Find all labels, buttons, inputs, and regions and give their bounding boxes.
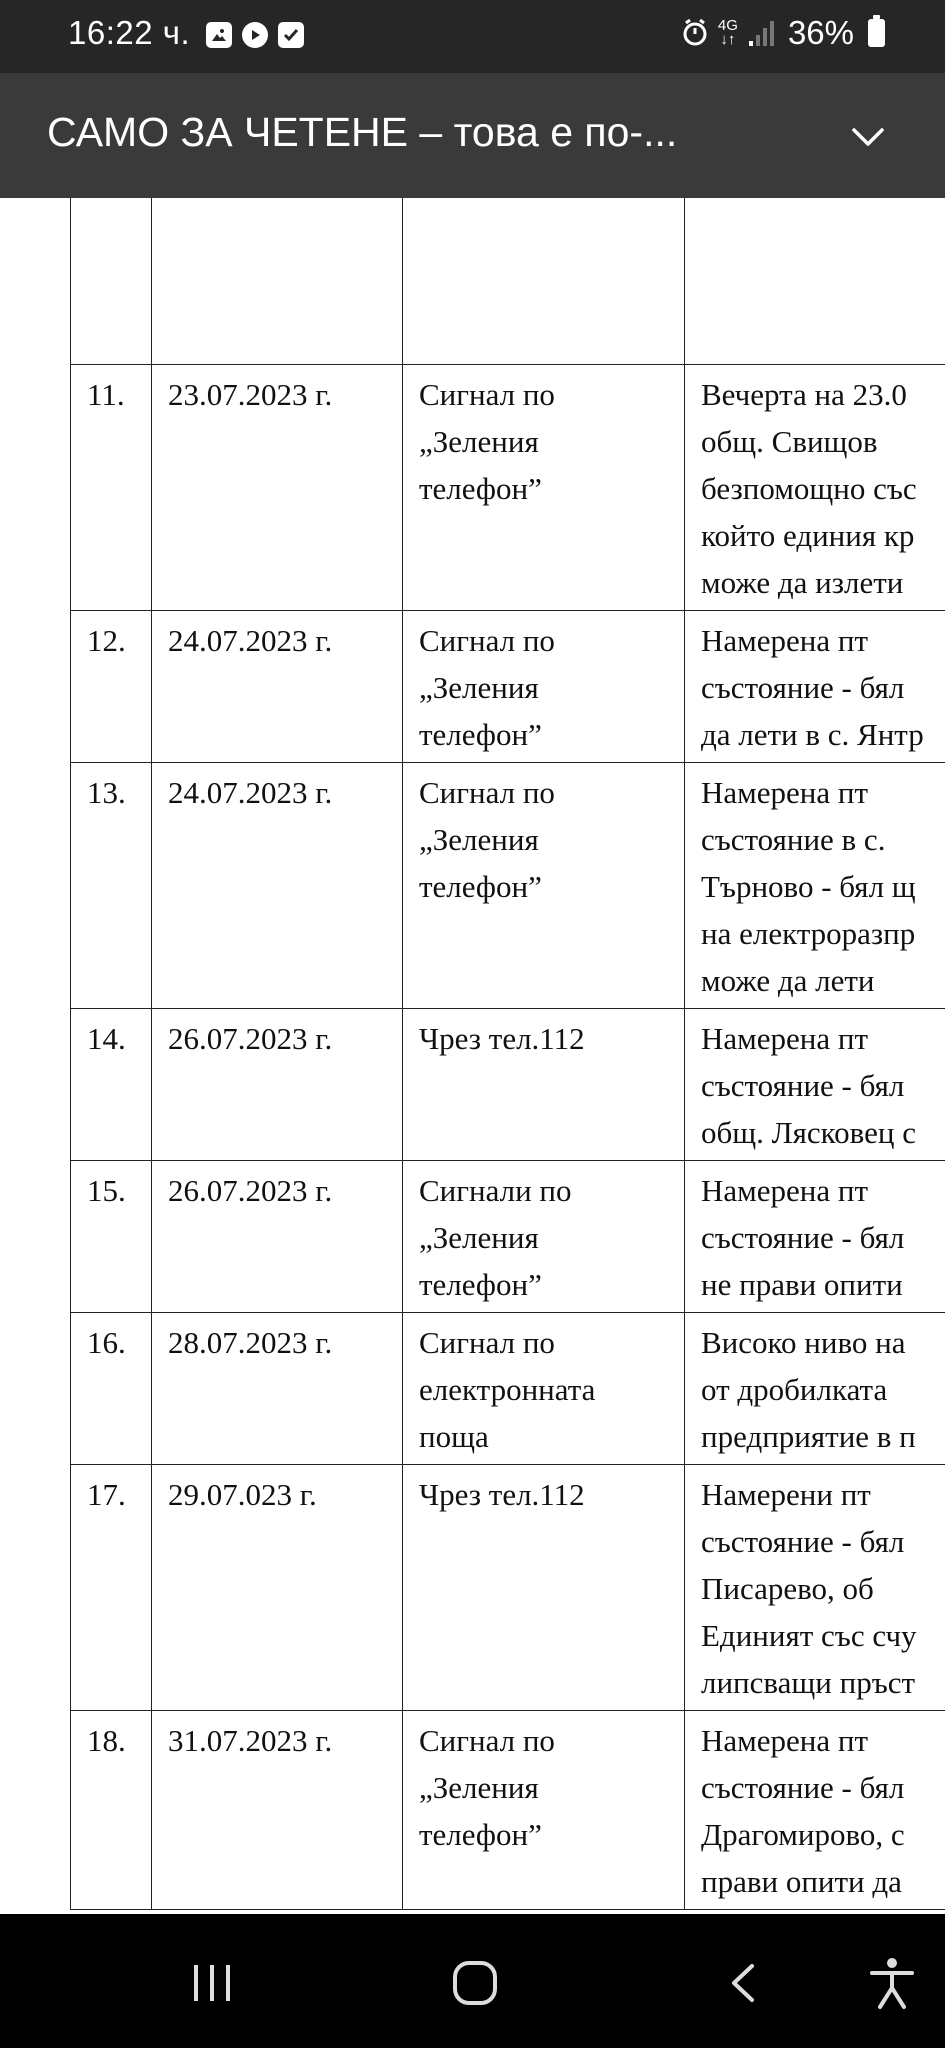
description-line: Намерена пт — [701, 1723, 869, 1758]
source-line: „Зеления — [419, 822, 539, 857]
table-row — [71, 1161, 945, 1313]
row-description — [685, 365, 945, 611]
description-line: състояние - бял — [701, 1068, 905, 1103]
source-line: телефон” — [419, 869, 542, 904]
row-description — [685, 1161, 945, 1313]
description-line: Търново - бял щ — [701, 869, 916, 904]
table-row — [71, 611, 945, 763]
description-line: състояние - бял — [701, 670, 905, 705]
document-title: САМО ЗА ЧЕТЕНЕ – това е по-... — [47, 109, 678, 155]
description-line: на електроразпр — [701, 916, 916, 951]
row-date: 26.07.2023 г. — [152, 1161, 403, 1313]
row-description — [685, 198, 945, 365]
description-line: Намерена пт — [701, 1173, 869, 1208]
checkbox-icon — [278, 22, 304, 48]
network-4g-icon: 4G ↓↑ — [717, 17, 738, 48]
description-line: състояние - бял — [701, 1524, 905, 1559]
source-line: „Зеления — [419, 670, 539, 705]
navigation-bar — [0, 1914, 945, 2048]
source-line: телефон” — [419, 1817, 542, 1852]
signals-table — [70, 198, 945, 1910]
app-bar — [0, 73, 945, 198]
row-number: 13. — [71, 763, 152, 1009]
status-bar — [0, 0, 945, 73]
source-line: Сигнал по — [419, 775, 555, 810]
table-row — [71, 1313, 945, 1465]
row-date: 28.07.2023 г. — [152, 1313, 403, 1465]
row-source — [403, 1009, 685, 1161]
description-line: Вечерта на 23.0 — [701, 377, 907, 412]
recent-apps-icon[interactable] — [190, 1961, 234, 2005]
row-source — [403, 1711, 685, 1910]
source-line: телефон” — [419, 717, 542, 752]
row-source — [403, 365, 685, 611]
row-number: 15. — [71, 1161, 152, 1313]
description-line: не прави опити — [701, 1267, 903, 1302]
source-line: Сигнал по — [419, 1723, 555, 1758]
chevron-down-icon[interactable] — [850, 125, 886, 149]
description-line: който единия кр — [701, 518, 915, 553]
row-number: 17. — [71, 1465, 152, 1711]
status-time: 16:22 ч. — [68, 14, 191, 51]
description-line: общ. Свищов — [701, 424, 878, 459]
source-line: Сигнал по — [419, 1325, 555, 1360]
table-body — [71, 198, 945, 1910]
row-source — [403, 198, 685, 365]
description-line: предприятие в п — [701, 1419, 916, 1454]
source-line: Чрез тел.112 — [419, 1021, 585, 1056]
accessibility-icon[interactable] — [868, 1956, 916, 2010]
description-line: от дробилката — [701, 1372, 888, 1407]
description-line: Намерена пт — [701, 1021, 869, 1056]
row-number: 11. — [71, 365, 152, 611]
table-row — [71, 1711, 945, 1910]
document-view[interactable] — [0, 198, 945, 1914]
network-type: 4G — [717, 17, 738, 34]
source-line: Сигнали по — [419, 1173, 572, 1208]
row-number: 14. — [71, 1009, 152, 1161]
description-line: Високо ниво на — [701, 1325, 906, 1360]
description-line: може да лети — [701, 963, 875, 998]
row-source — [403, 1161, 685, 1313]
description-line: безпомощно със — [701, 471, 917, 506]
source-line: Сигнал по — [419, 377, 555, 412]
back-icon[interactable] — [728, 1962, 758, 2004]
source-line: „Зеления — [419, 1220, 539, 1255]
battery-icon — [868, 19, 885, 47]
source-line: телефон” — [419, 1267, 542, 1302]
source-line: „Зеления — [419, 1770, 539, 1805]
table-row — [71, 763, 945, 1009]
source-line: телефон” — [419, 471, 542, 506]
row-description — [685, 1711, 945, 1910]
row-source — [403, 1465, 685, 1711]
signal-icon — [748, 19, 778, 47]
row-description — [685, 1009, 945, 1161]
description-line: Драгомирово, с — [701, 1817, 905, 1852]
row-source — [403, 763, 685, 1009]
table-row — [71, 365, 945, 611]
row-date: 24.07.2023 г. — [152, 611, 403, 763]
row-date: 24.07.2023 г. — [152, 763, 403, 1009]
description-line: да лети в с. Янтр — [701, 717, 924, 752]
description-line: Единият със счу — [701, 1618, 917, 1653]
description-line: може да излети — [701, 565, 904, 600]
row-date: 26.07.2023 г. — [152, 1009, 403, 1161]
row-number: 18. — [71, 1711, 152, 1910]
description-line: състояние - бял — [701, 1220, 905, 1255]
table-row — [71, 1009, 945, 1161]
source-line: Чрез тел.112 — [419, 1477, 585, 1512]
battery-percent: 36% — [787, 14, 854, 51]
source-line: поща — [419, 1419, 489, 1454]
description-line: Писарево, об — [701, 1571, 874, 1606]
table-row — [71, 198, 945, 365]
media-icon — [242, 22, 268, 48]
row-description — [685, 1313, 945, 1465]
row-source — [403, 1313, 685, 1465]
source-line: електронната — [419, 1372, 596, 1407]
description-line: прави опити да — [701, 1864, 902, 1899]
row-source — [403, 611, 685, 763]
row-date — [152, 198, 403, 365]
source-line: „Зеления — [419, 424, 539, 459]
row-number: 12. — [71, 611, 152, 763]
home-icon[interactable] — [452, 1960, 498, 2006]
description-line: Намерена пт — [701, 775, 869, 810]
row-date: 31.07.2023 г. — [152, 1711, 403, 1910]
system-status — [682, 14, 885, 52]
row-date: 23.07.2023 г. — [152, 365, 403, 611]
row-description — [685, 611, 945, 763]
description-line: липсващи пръст — [701, 1665, 916, 1700]
row-description — [685, 1465, 945, 1711]
row-number: 16. — [71, 1313, 152, 1465]
notification-icons — [206, 22, 304, 48]
table-row — [71, 1465, 945, 1711]
gallery-icon — [206, 22, 232, 48]
description-line: състояние - бял — [701, 1770, 905, 1805]
row-date: 29.07.023 г. — [152, 1465, 403, 1711]
source-line: Сигнал по — [419, 623, 555, 658]
alarm-icon — [682, 19, 708, 47]
description-line: състояние в с. — [701, 822, 886, 857]
row-number — [71, 198, 152, 365]
description-line: Намерени пт — [701, 1477, 871, 1512]
description-line: общ. Лясковец с — [701, 1115, 916, 1150]
row-description — [685, 763, 945, 1009]
description-line: Намерена пт — [701, 623, 869, 658]
